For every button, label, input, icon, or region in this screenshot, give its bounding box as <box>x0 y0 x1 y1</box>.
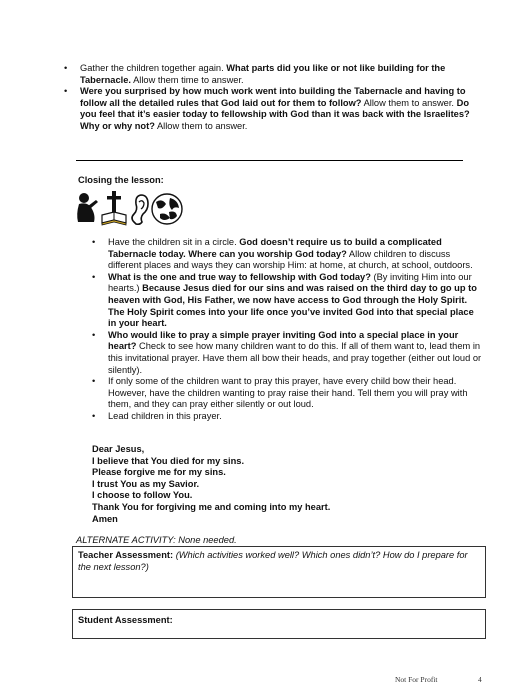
globe-face-icon <box>150 192 184 226</box>
list-item: • Gather the children together again. What parts did you like or not like building for the Tabernacle. Allow them time to answer. <box>64 63 446 85</box>
prayer-line: I trust You as my Savior. <box>92 478 200 489</box>
list-item: • What is the one and true way to fellowship with God today? (By inviting Him into our hearts.) Because Jesus died for our sins and was raised on the third day to go up to heaven with God, His Father, we now have access to God through the Holy Spirit. The Holy Spirit comes into your life once you’ve invited God into that special place in your heart. <box>92 271 477 329</box>
teacher-assessment-box[interactable] <box>72 546 486 598</box>
alternate-activity: ALTERNATE ACTIVITY: None needed. <box>76 535 237 545</box>
prayer-line: Please forgive me for my sins. <box>92 467 226 478</box>
student-assessment-label: Student Assessment: <box>78 615 173 625</box>
list-item: • Who would like to pray a simple prayer inviting God into a special place in your heart? Check to see how many children want to do this. If all of them want to, lead them in this invitational prayer. Have them all bow their heads, and pray together (either out loud or silently). <box>92 329 482 375</box>
closing-heading: Closing the lesson: <box>78 175 164 185</box>
list-item: • Were you surprised by how much work went into building the Tabernacle and having to follow all the detailed rules that God laid out for them to follow? Allow them to answer. Do you feel that it’s easier today to fellowship with God than it was back with the Israelites? Why or why not? Allow them to answer. <box>64 86 470 131</box>
ear-icon <box>128 192 150 226</box>
prayer-line: I choose to follow You. <box>92 490 193 501</box>
intro-list <box>64 63 475 133</box>
student-assessment-box[interactable] <box>72 609 486 639</box>
page-number: 4 <box>478 675 482 684</box>
teacher-assessment-prompt: (Which activities worked well? Which ones didn’t? How do I prepare for the next lesson?) <box>78 550 468 572</box>
prayer-block <box>92 444 330 525</box>
closing-list <box>92 237 483 423</box>
prayer-line: I believe that You died for my sins. <box>92 455 245 466</box>
prayer-line: Thank You for forgiving me and coming into my heart. <box>92 501 331 512</box>
section-divider <box>76 160 463 161</box>
praying-child-icon <box>74 192 100 226</box>
teacher-assessment-label: Teacher Assessment: <box>78 550 174 560</box>
list-item: • If only some of the children want to pray this prayer, have every child bow their head. However, have the children wanting to pray raise their hand. Tell them you will pray with them, and they can pray either silently or out loud. <box>92 376 468 410</box>
list-item: • Have the children sit in a circle. God doesn’t require us to build a complicated Tabernacle today. Where can you worship God today? Allow children to discuss different places and ways they can worship Him: at home, at church, at school, outdoors. <box>92 237 473 271</box>
list-item: • Lead children in this prayer. <box>92 410 222 421</box>
prayer-line: Amen <box>92 513 118 524</box>
prayer-line: Dear Jesus, <box>92 444 145 454</box>
cross-bible-icon <box>100 190 128 226</box>
closing-icons <box>74 190 184 226</box>
footer-text: Not For Profit <box>395 675 438 684</box>
